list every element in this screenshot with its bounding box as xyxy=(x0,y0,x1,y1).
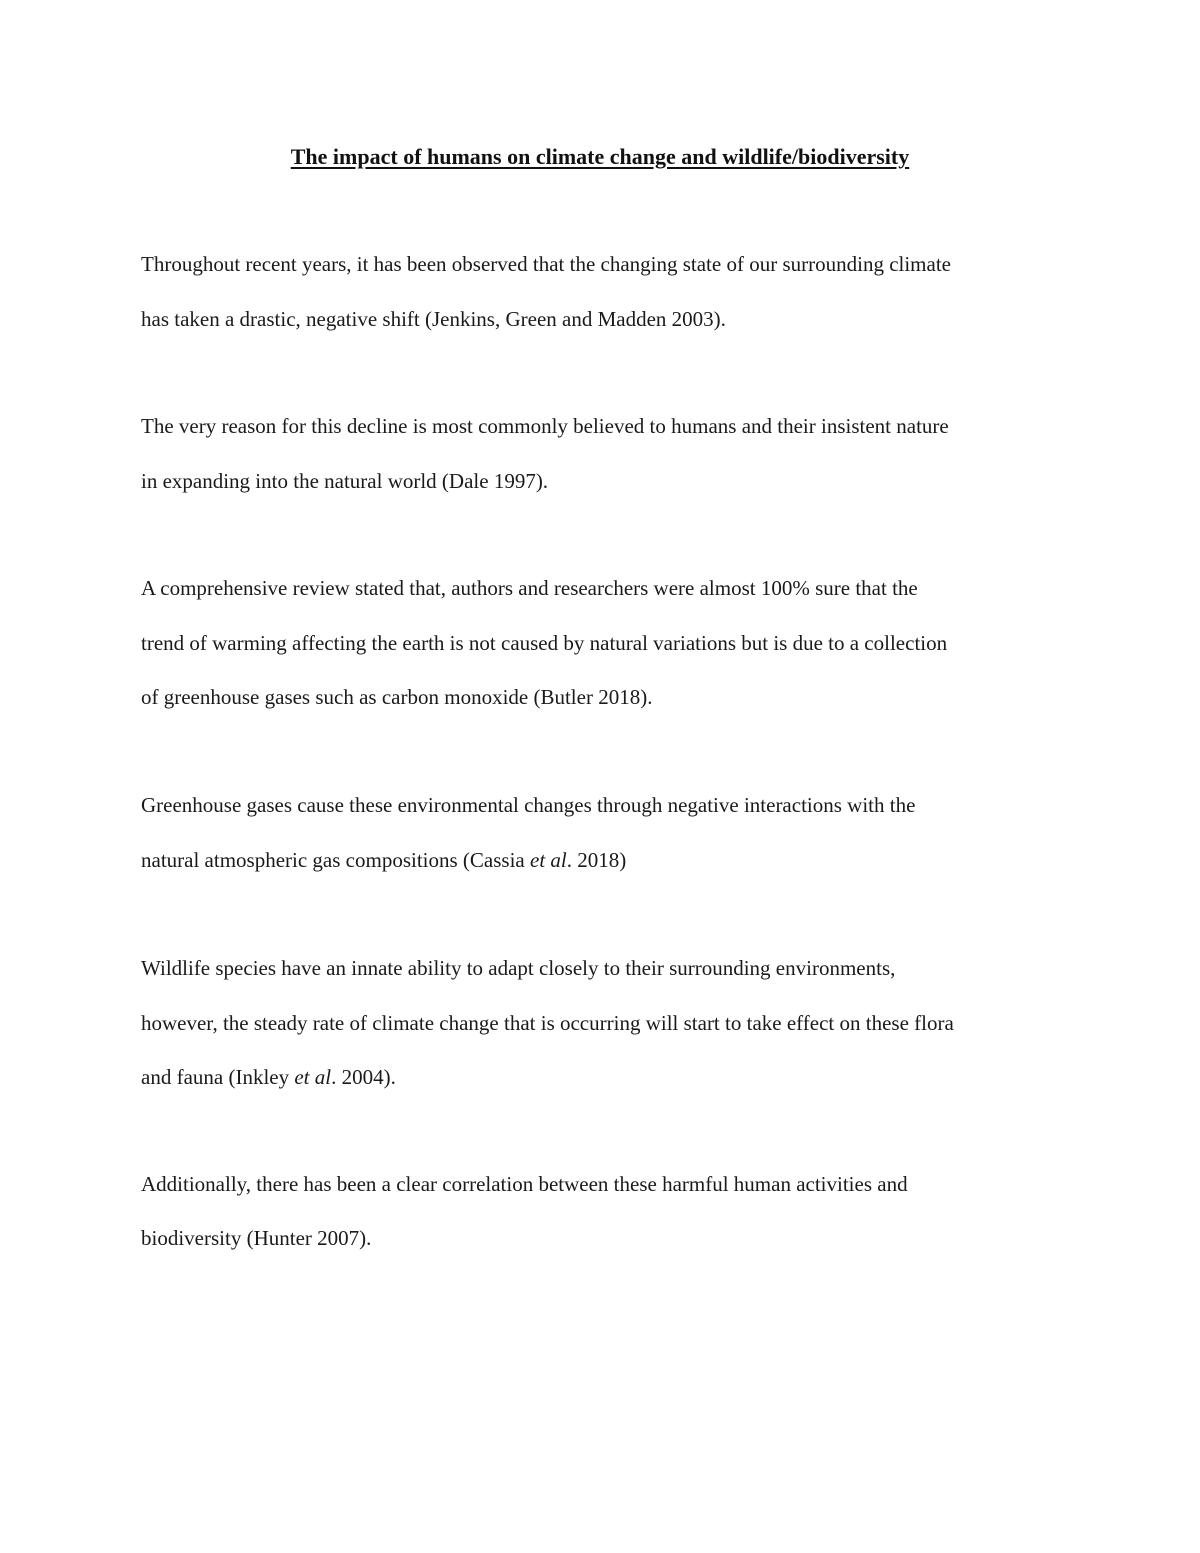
paragraph-5-line-3-text: and fauna (Inkley xyxy=(141,1065,295,1089)
paragraph-5-line-3-tail: . 2004). xyxy=(331,1065,396,1089)
paragraph-4-line-2-tail: . 2018) xyxy=(566,848,627,872)
paragraph-5-line-1: Wildlife species have an innate ability to adapt closely to their surrounding environments, xyxy=(141,956,896,980)
document-title: The impact of humans on climate change and wildlife/biodiversity xyxy=(290,144,910,169)
paragraph-5-line-2: however, the steady rate of climate change that is occurring will start to take effect on these flora xyxy=(141,1011,954,1035)
paragraph-1-line-1: Throughout recent years, it has been observed that the changing state of our surrounding climate xyxy=(141,252,951,276)
citation-et-al: et al xyxy=(294,1065,332,1089)
paragraph-6-line-1: Additionally, there has been a clear correlation between these harmful human activities and xyxy=(141,1172,908,1196)
paragraph-3-line-3: of greenhouse gases such as carbon monoxide (Butler 2018). xyxy=(141,685,653,709)
paragraph-6-line-2: biodiversity (Hunter 2007). xyxy=(141,1226,372,1250)
paragraph-2-line-1: The very reason for this decline is most commonly believed to humans and their insistent nature xyxy=(141,414,949,438)
paragraph-1-line-2: has taken a drastic, negative shift (Jenkins, Green and Madden 2003). xyxy=(141,307,726,331)
paragraph-4-line-2-text: natural atmospheric gas compositions (Cassia xyxy=(141,848,531,872)
paragraph-3-line-1: A comprehensive review stated that, authors and researchers were almost 100% sure that the xyxy=(141,576,918,600)
citation-et-al: et al xyxy=(530,848,567,872)
paragraph-4-line-2 xyxy=(141,845,1081,875)
paragraph-2-line-2: in expanding into the natural world (Dale 1997). xyxy=(141,469,549,493)
paragraph-3-line-2: trend of warming affecting the earth is not caused by natural variations but is due to a collection xyxy=(141,631,948,655)
paragraph-5-line-3 xyxy=(141,1062,1081,1092)
paragraph-4-line-1: Greenhouse gases cause these environmental changes through negative interactions with the xyxy=(141,793,916,817)
